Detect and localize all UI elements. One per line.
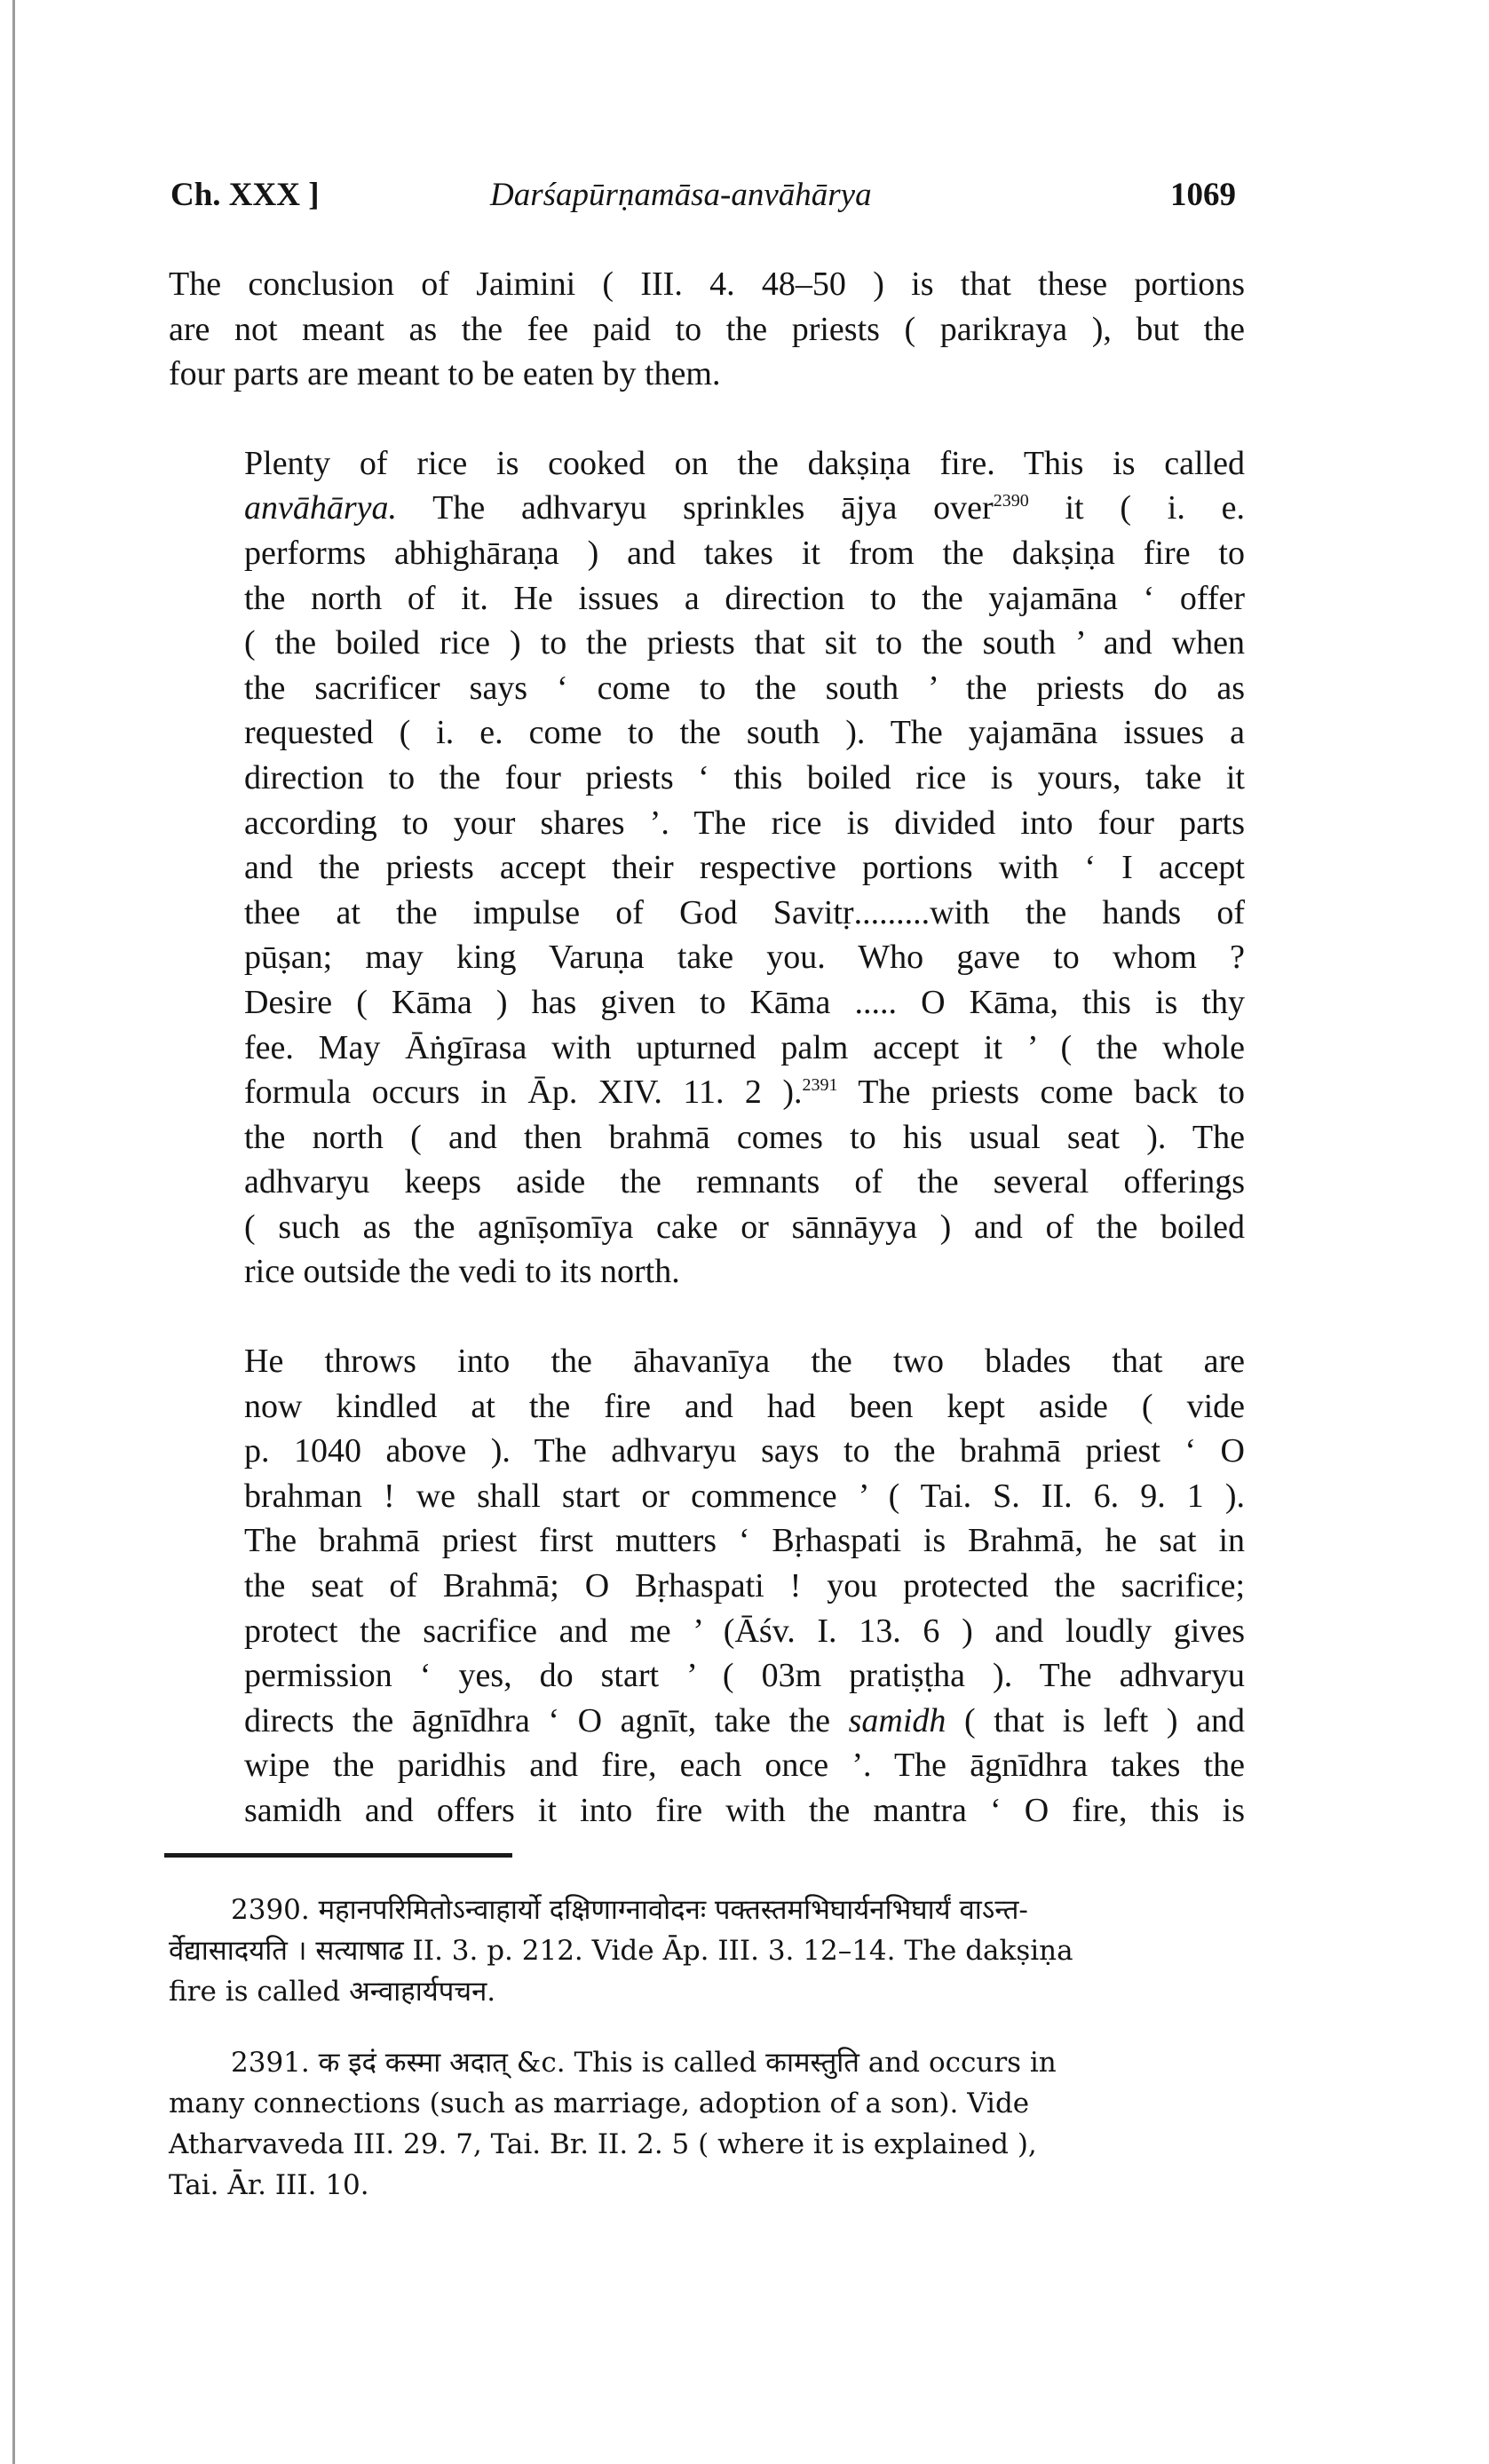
text-line: p. 1040 above ). The adhvaryu says to the brahmā priest ‘ O	[244, 1432, 1245, 1470]
footnote-2390	[169, 1890, 1245, 2012]
running-title: Darśapūrṇamāsa-anvāhārya	[490, 177, 872, 213]
text-line: requested ( i. e. come to the south ). The yajamāna issues a	[244, 714, 1245, 752]
page-number: 1069	[1170, 177, 1236, 213]
text-line: the north ( and then brahmā comes to his usual seat ). The	[244, 1118, 1245, 1156]
text-line: fee. May Āṅgīrasa with upturned palm accept it ’ ( the whole	[244, 1028, 1245, 1066]
text-line: four parts are meant to be eaten by them.	[169, 355, 721, 393]
text-line: brahman ! we shall start or commence ’ ( Tai. S. II. 6. 9. 1 ).	[244, 1477, 1245, 1515]
text-line: and the priests accept their respective portions with ‘ I accept	[244, 849, 1245, 887]
italic-term: anvāhārya.	[244, 489, 398, 527]
text-line	[169, 1699, 1245, 1744]
text-line: now kindled at the fire and had been kept aside ( vide	[244, 1387, 1245, 1425]
text-line: thee at the impulse of God Savitṛ.........with the hands of	[244, 893, 1245, 931]
text-line: permission ‘ yes, do start ’ ( 03m pratiṣṭha ). The adhvaryu	[244, 1657, 1245, 1695]
text-line: samidh and offers it into fire with the mantra ‘ O fire, this is	[244, 1792, 1245, 1829]
footnote-line: 2390. महानपरिमितोऽन्वाहार्यो दक्षिणाग्नावोदनः पक्तस्तमभिघार्यनभिघार्यं वाऽन्त-	[231, 1894, 1028, 1926]
paragraph-1	[169, 262, 1245, 397]
text-line: the north of it. He issues a direction to the yajamāna ‘ offer	[244, 579, 1245, 617]
footnote-line: र्वेद्यासादयति । सत्याषाढ II. 3. p. 212. Vide Āp. III. 3. 12–14. The dakṣiṇa	[169, 1935, 1073, 1967]
footnote-line: many connections (such as marriage, adoption of a son). Vide	[169, 2088, 1030, 2119]
footnote-line: Tai. Ār. III. 10.	[169, 2169, 369, 2201]
text-fragment: formula occurs in Āp. XIV. 11. 2 ).	[244, 1074, 803, 1112]
text-line: wipe the paridhis and fire, each once ’. The āgnīdhra takes the	[244, 1747, 1245, 1785]
main-text	[169, 262, 1245, 1834]
text-line: rice outside the vedi to its north.	[244, 1253, 680, 1291]
text-line: performs abhighāraṇa ) and takes it from the dakṣiṇa fire to	[244, 534, 1245, 572]
italic-term: samidh	[848, 1701, 946, 1739]
paragraph-3	[169, 1339, 1245, 1834]
text-fragment: The priests come back to	[837, 1074, 1245, 1112]
footnote-ref-2391[interactable]: 2391	[802, 1075, 838, 1096]
text-line: the seat of Brahmā; O Bṛhaspati ! you protected the sacrifice;	[244, 1567, 1245, 1605]
text-fragment: ( that is left ) and	[946, 1701, 1246, 1739]
text-line: ( the boiled rice ) to the priests that sit to the south ’ and when	[244, 624, 1245, 662]
text-line: The conclusion of Jaimini ( III. 4. 48–50 ) is that these portions	[169, 265, 1245, 303]
text-line: Plenty of rice is cooked on the dakṣiṇa fire. This is called	[244, 444, 1245, 482]
text-line: pūṣan; may king Varuṇa take you. Who gave to whom ?	[244, 939, 1245, 977]
text-fragment: it ( i. e.	[1028, 489, 1245, 527]
footnote-line: fire is called अन्वाहार्यपचन.	[169, 1976, 496, 2008]
text-line: ( such as the agnīṣomīya cake or sānnāyya ) and of the boiled	[244, 1208, 1245, 1246]
footnotes	[169, 1890, 1245, 2206]
text-line: He throws into the āhavanīya the two blades that are	[244, 1343, 1245, 1381]
footnote-2391	[169, 2042, 1245, 2206]
chapter-label: Ch. XXX ]	[170, 177, 320, 213]
footnote-line: Atharvaveda III. 29. 7, Tai. Br. II. 2. 5 ( where it is explained ),	[169, 2128, 1037, 2160]
running-header	[170, 176, 1236, 229]
text-line: direction to the four priests ‘ this boiled rice is yours, take it	[244, 758, 1245, 796]
footnote-divider	[164, 1853, 512, 1858]
text-fragment: directs the āgnīdhra ‘ O agnīt, take the	[244, 1701, 831, 1739]
text-line: Desire ( Kāma ) has given to Kāma ..... O Kāma, this is thy	[244, 983, 1245, 1021]
text-line: anvāhārya. The adhvaryu sprinkles ājya over$^{2390}$ it ( i. e.	[244, 489, 1245, 527]
text-line: are not meant as the fee paid to the priests ( parikraya ), but the	[169, 310, 1245, 348]
footnote-ref-2390[interactable]: 2390	[993, 491, 1029, 511]
text-line	[169, 1070, 1245, 1115]
paragraph-2	[169, 441, 1245, 1295]
page-edge-shadow	[12, 0, 15, 2464]
text-line: protect the sacrifice and me ’ (Āśv. I. 13. 6 ) and loudly gives	[244, 1612, 1245, 1650]
text-line: The brahmā priest first mutters ‘ Bṛhaspati is Brahmā, he sat in	[244, 1522, 1245, 1560]
text-line: adhvaryu keeps aside the remnants of the several offerings	[244, 1163, 1245, 1201]
text-line: according to your shares ’. The rice is divided into four parts	[244, 804, 1245, 842]
footnote-line: 2391. क इदं कस्मा अदात् &c. This is called कामस्तुति and occurs in	[231, 2047, 1057, 2079]
text-line: the sacrificer says ‘ come to the south ’ the priests do as	[244, 669, 1245, 707]
